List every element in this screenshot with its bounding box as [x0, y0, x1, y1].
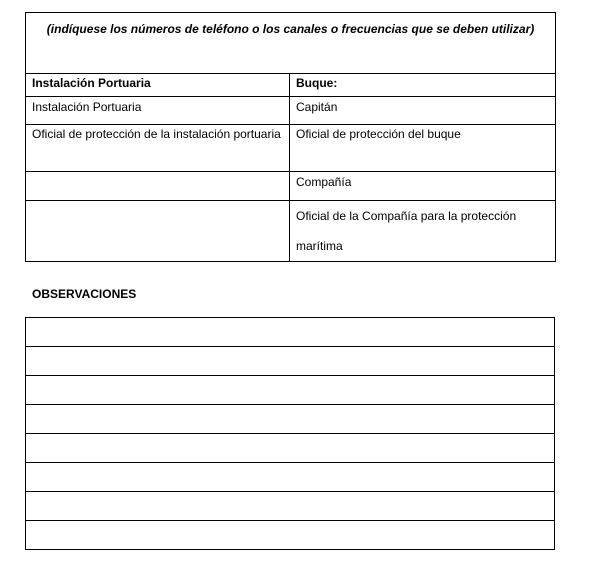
- observation-line[interactable]: [26, 434, 555, 463]
- cso-cell: Oficial de la Compañía para la protección marítima: [290, 201, 556, 262]
- table-row: [26, 125, 556, 172]
- observations-title: OBSERVACIONES: [32, 287, 137, 301]
- master-cell: Capitán: [290, 97, 556, 125]
- observation-line[interactable]: [26, 318, 555, 347]
- port-facility-cell: Instalación Portuaria: [26, 97, 290, 125]
- observation-line[interactable]: [26, 405, 555, 434]
- instructions-row: [26, 13, 556, 74]
- sso-cell: Oficial de protección del buque: [290, 125, 556, 172]
- observation-line[interactable]: [26, 521, 555, 550]
- observation-line[interactable]: [26, 376, 555, 405]
- port-facility-header: Instalación Portuaria: [26, 74, 290, 97]
- contact-table: [25, 12, 556, 262]
- observations-table: [25, 317, 555, 550]
- table-row: [26, 201, 556, 262]
- empty-cell: [26, 201, 290, 262]
- observation-line[interactable]: [26, 463, 555, 492]
- pfso-cell: Oficial de protección de la instalación portuaria: [26, 125, 290, 172]
- instructions-text: (indíquese los números de teléfono o los canales o frecuencias que se deben utilizar): [26, 13, 556, 74]
- header-row: [26, 74, 556, 97]
- observation-line[interactable]: [26, 347, 555, 376]
- table-row: [26, 97, 556, 125]
- table-row: [26, 172, 556, 201]
- ship-header: Buque:: [290, 74, 556, 97]
- observation-line[interactable]: [26, 492, 555, 521]
- empty-cell: [26, 172, 290, 201]
- company-cell: Compañía: [290, 172, 556, 201]
